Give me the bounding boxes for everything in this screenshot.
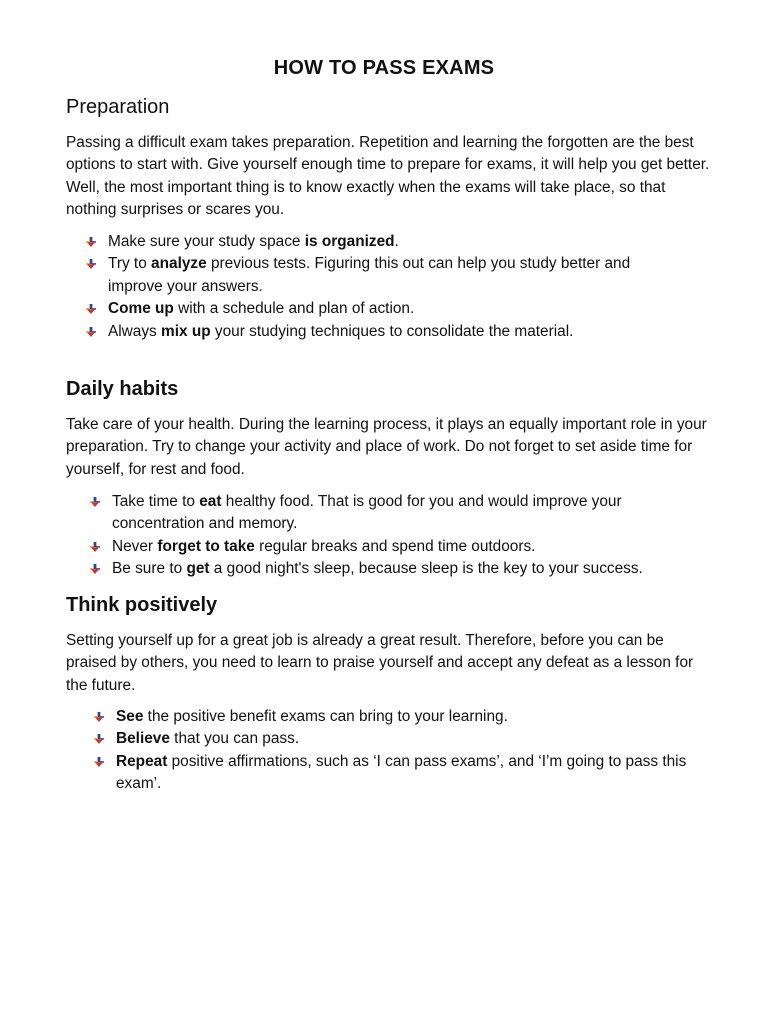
list-item: Never forget to take regular breaks and spend time outdoors. [112,536,692,558]
document-title: HOW TO PASS EXAMS [273,57,495,79]
section-heading-daily-habits: Daily habits [66,378,179,400]
list-item: Be sure to get a good night's sleep, because sleep is the key to your success. [112,558,692,580]
down-arrow-bullet-icon [86,327,96,337]
list-item: Repeat positive affirmations, such as ‘I can pass exams’, and ‘I’m going to pass this exam’. [116,751,696,796]
down-arrow-bullet-icon [94,712,104,722]
list-item: Believe that you can pass. [116,728,696,750]
section-heading-think-positively: Think positively [66,594,218,616]
list-item: Always mix up your studying techniques to consolidate the material. [108,321,688,343]
list-item: See the positive benefit exams can bring to your learning. [116,706,696,728]
down-arrow-bullet-icon [86,259,96,269]
down-arrow-bullet-icon [86,304,96,314]
bullet-list-preparation [108,231,688,343]
section-heading-preparation: Preparation [66,96,170,118]
down-arrow-bullet-icon [90,542,100,552]
list-item: Try to analyze previous tests. Figuring this out can help you study better and improve your answers. [108,253,688,298]
list-item: Come up with a schedule and plan of action. [108,298,688,320]
section-paragraph-daily-habits: Take care of your health. During the learning process, it plays an equally important role in your preparation. Try to change your activity and place of work. Do not forget to set aside time for yourself, for rest and food. [66,416,707,478]
down-arrow-bullet-icon [90,564,100,574]
down-arrow-bullet-icon [86,237,96,247]
down-arrow-bullet-icon [94,734,104,744]
list-item: Take time to eat healthy food. That is good for you and would improve your concentration and memory. [112,491,692,536]
down-arrow-bullet-icon [90,497,100,507]
list-item: Make sure your study space is organized. [108,231,688,253]
section-paragraph-think-positively: Setting yourself up for a great job is already a great result. Therefore, before you can be praised by others, you need to learn to praise yourself and accept any defeat as a lesson for the future. [66,632,694,694]
bullet-list-daily-habits [112,491,692,581]
bullet-list-think-positively [116,706,696,796]
down-arrow-bullet-icon [94,757,104,767]
section-paragraph-preparation: Passing a difficult exam takes preparation. Repetition and learning the forgotten are the best options to start with. Give yourself enough time to prepare for exams, it will help you get better. Well, the most important thing is to know exactly when the exams will take place, so that nothing surprises or scares you. [66,134,710,219]
